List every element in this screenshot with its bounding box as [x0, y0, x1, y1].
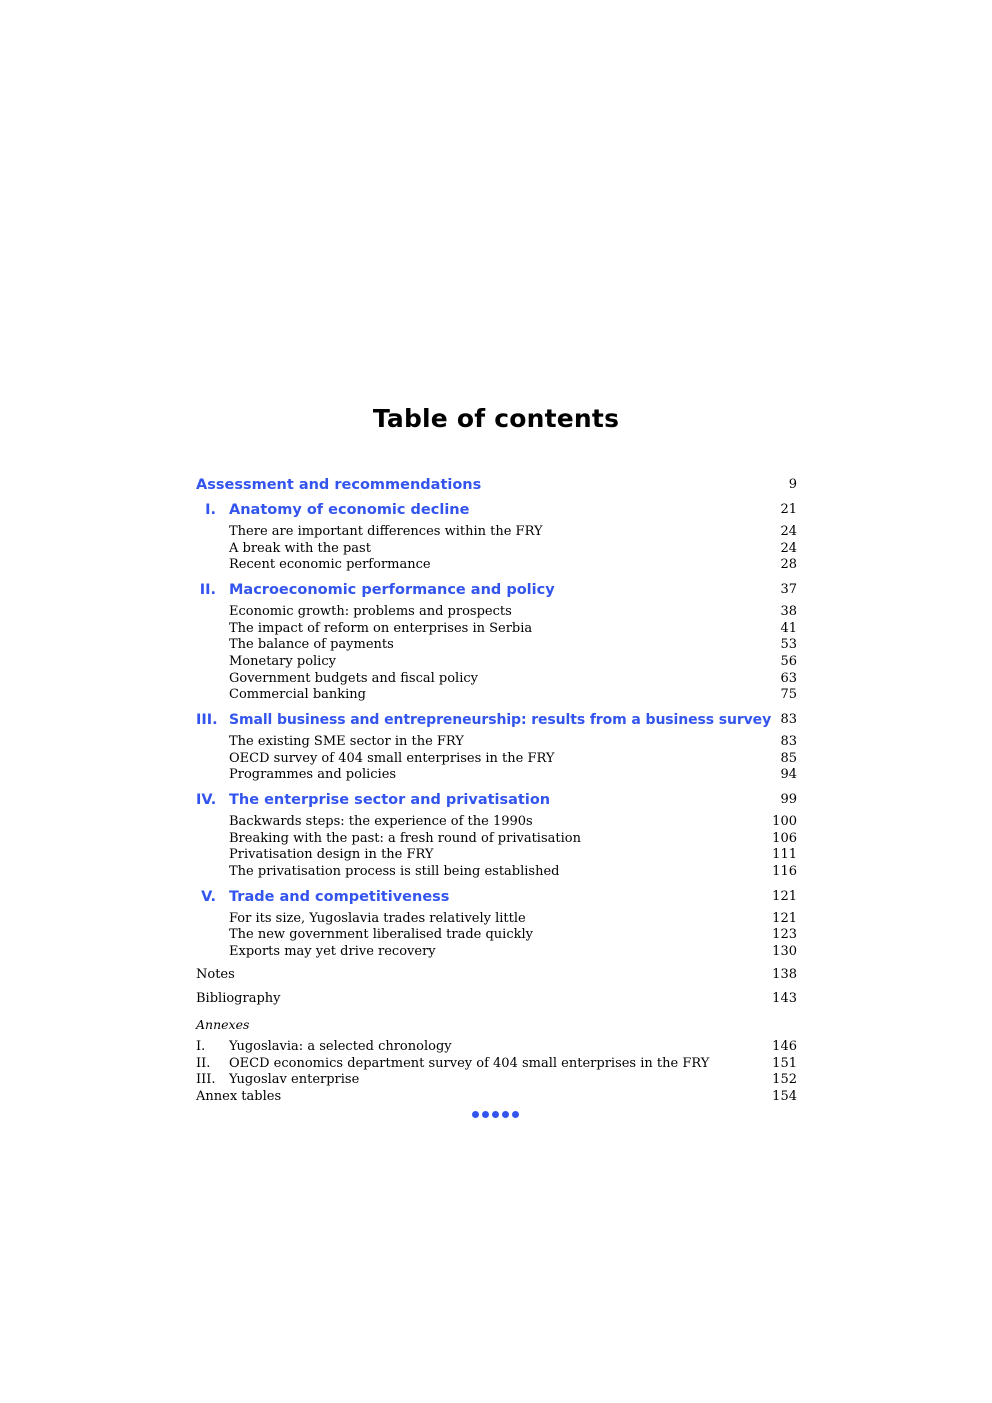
toc-section[interactable] — [196, 524, 797, 542]
toc-label: Bibliography — [196, 991, 281, 1006]
toc-page: 28 — [780, 557, 797, 572]
toc-section[interactable] — [196, 864, 797, 882]
toc-page: 151 — [772, 1056, 797, 1071]
toc-annex[interactable] — [196, 1072, 797, 1090]
toc-section[interactable] — [196, 814, 797, 832]
toc-page: 94 — [780, 767, 797, 782]
toc-section[interactable] — [196, 767, 797, 785]
chapter-title: Trade and competitiveness — [229, 889, 450, 905]
toc-page: 53 — [780, 637, 797, 652]
annexes-heading-label: Annexes — [196, 1017, 250, 1032]
section-title: A break with the past — [229, 541, 371, 556]
toc-entry-assessment[interactable] — [196, 476, 797, 494]
toc-page: 85 — [780, 751, 797, 766]
toc-section[interactable] — [196, 604, 797, 622]
toc-page: 138 — [772, 967, 797, 982]
annex-title: OECD economics department survey of 404 small enterprises in the FRY — [229, 1056, 710, 1071]
toc-section[interactable] — [196, 927, 797, 945]
section-title: Commercial banking — [229, 687, 366, 702]
toc-chapter-5[interactable] — [196, 888, 797, 906]
section-title: Recent economic performance — [229, 557, 431, 572]
toc-page: 99 — [780, 792, 797, 807]
toc-chapter-3[interactable] — [196, 711, 797, 729]
section-title: Exports may yet drive recovery — [229, 944, 436, 959]
toc-entry-notes[interactable] — [196, 967, 797, 985]
chapter-title: Anatomy of economic decline — [229, 502, 470, 518]
toc-page: 121 — [772, 911, 797, 926]
chapter-number: II. — [199, 582, 216, 598]
toc-section[interactable] — [196, 637, 797, 655]
section-title: Backwards steps: the experience of the 1990s — [229, 814, 533, 829]
chapter-number: I. — [205, 502, 216, 518]
toc-page: 123 — [772, 927, 797, 942]
toc-section[interactable] — [196, 654, 797, 672]
toc-page: 37 — [780, 582, 797, 597]
toc-page: 75 — [780, 687, 797, 702]
toc-page: 143 — [772, 991, 797, 1006]
annex-number: I. — [196, 1039, 206, 1054]
toc-chapter-1[interactable] — [196, 501, 797, 519]
toc-page: 130 — [772, 944, 797, 959]
annex-title: Yugoslav enterprise — [229, 1072, 360, 1087]
section-title: Government budgets and fiscal policy — [229, 671, 478, 686]
annex-number: II. — [196, 1056, 211, 1071]
toc-page: 83 — [780, 734, 797, 749]
toc-section[interactable] — [196, 847, 797, 865]
ornament-dot — [482, 1111, 489, 1118]
toc-page: 38 — [780, 604, 797, 619]
section-title: For its size, Yugoslavia trades relatively little — [229, 911, 526, 926]
page-title: Table of contents — [372, 404, 620, 433]
toc-entry-annex-tables[interactable] — [196, 1089, 797, 1107]
toc-label: Annex tables — [196, 1089, 282, 1104]
annex-title: Yugoslavia: a selected chronology — [229, 1039, 452, 1054]
section-title: The existing SME sector in the FRY — [229, 734, 464, 749]
toc-page: 83 — [780, 712, 797, 727]
section-title: Programmes and policies — [229, 767, 397, 782]
section-title: Breaking with the past: a fresh round of privatisation — [229, 831, 581, 846]
toc-page: 152 — [772, 1072, 797, 1087]
ornament-dot — [512, 1111, 519, 1118]
toc-page: 24 — [780, 541, 797, 556]
toc-chapter-2[interactable] — [196, 581, 797, 599]
toc-section[interactable] — [196, 557, 797, 575]
toc-page: 24 — [780, 524, 797, 539]
chapter-title: Macroeconomic performance and policy — [229, 582, 555, 598]
ornament-dot — [502, 1111, 509, 1118]
chapter-number: V. — [201, 889, 216, 905]
toc-label: Notes — [196, 967, 235, 982]
toc-page: 146 — [772, 1039, 797, 1054]
annex-number: III. — [196, 1072, 216, 1087]
toc-page: 9 — [788, 477, 797, 492]
toc-page: 111 — [772, 847, 797, 862]
toc-section[interactable] — [196, 944, 797, 962]
section-title: The balance of payments — [229, 637, 394, 652]
chapter-number: IV. — [196, 792, 217, 808]
toc-section[interactable] — [196, 687, 797, 705]
section-title: The privatisation process is still being established — [229, 864, 560, 879]
toc-section[interactable] — [196, 734, 797, 752]
toc-page: 100 — [772, 814, 797, 829]
section-title: Economic growth: problems and prospects — [229, 604, 512, 619]
toc-page: 63 — [780, 671, 797, 686]
chapter-title: The enterprise sector and privatisation — [229, 792, 551, 808]
ornament-dot — [472, 1111, 479, 1118]
section-title: Monetary policy — [229, 654, 336, 669]
end-ornament — [472, 1111, 522, 1119]
toc-label: Assessment and recommendations — [196, 477, 482, 493]
chapter-title: Small business and entrepreneurship: results from a business survey — [229, 712, 772, 728]
toc-page: 21 — [780, 502, 797, 517]
chapter-number: III. — [196, 712, 218, 728]
annexes-heading — [196, 1017, 797, 1035]
section-title: There are important differences within the FRY — [229, 524, 543, 539]
section-title: OECD survey of 404 small enterprises in the FRY — [229, 751, 555, 766]
toc-page: 154 — [772, 1089, 797, 1104]
ornament-dot — [492, 1111, 499, 1118]
toc-page: 106 — [772, 831, 797, 846]
toc-page: 116 — [772, 864, 797, 879]
section-title: Privatisation design in the FRY — [229, 847, 434, 862]
toc-page: 41 — [780, 621, 797, 636]
toc-page: 56 — [780, 654, 797, 669]
toc-entry-bibliography[interactable] — [196, 991, 797, 1009]
section-title: The impact of reform on enterprises in Serbia — [229, 621, 533, 636]
section-title: The new government liberalised trade quickly — [229, 927, 533, 942]
toc-page: 121 — [772, 889, 797, 904]
toc-chapter-4[interactable] — [196, 791, 797, 809]
toc-annex[interactable] — [196, 1039, 797, 1057]
